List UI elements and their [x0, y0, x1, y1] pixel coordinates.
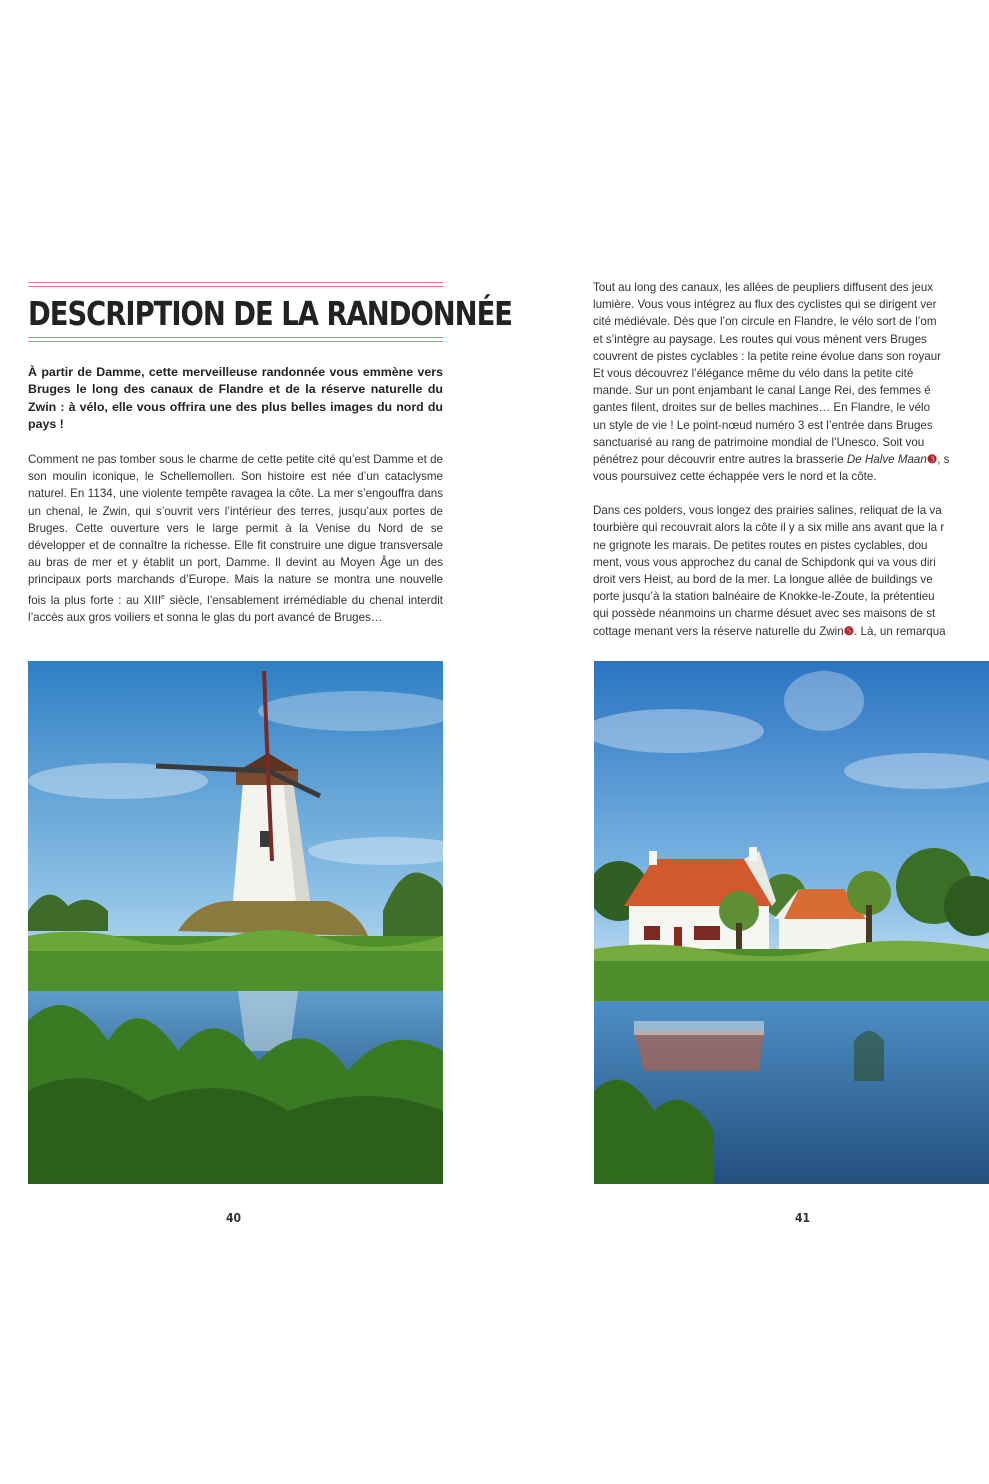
text-fragment: . Là, un remarqua: [854, 624, 946, 638]
body-text-part2: siècle, l’ensablement irrémédiable du chenal interdit l’accès aux gros voiliers et sonna le glas du port avancé de Bruges…: [28, 593, 443, 624]
text-line: qui possède néanmoins un charme désuet avec ses maisons de st: [593, 607, 936, 621]
text-fragment: pénétrez pour découvrir entre autres la brasserie: [593, 452, 847, 466]
text-line: tourbière qui recouvrait alors la côte il y a six mille ans avant que la r: [593, 521, 945, 535]
text-line: mande. Sur un pont enjambant le canal Lange Rei, des femmes é: [593, 384, 931, 398]
right-paragraph-1: [593, 279, 989, 485]
text-line: Et vous découvrez l’élégance même du vélo dans la petite cité: [593, 366, 914, 380]
page-number-left: 40: [226, 1211, 242, 1225]
text-line: vous poursuivez cette échappée vers le nord et la côte.: [593, 470, 877, 484]
text-fragment: cottage menant vers la réserve naturelle du Zwin: [593, 624, 844, 638]
point-number-badge: ❺: [843, 624, 855, 638]
right-text-column: [593, 279, 989, 640]
text-line: porte jusqu’à la station balnéaire de Knokke-le-Zoute, la prétentieu: [593, 590, 935, 604]
text-line: ment, vous vous approchez du canal de Schipdonk qui va vous diri: [593, 555, 936, 569]
lead-paragraph: À partir de Damme, cette merveilleuse randonnée vous emmène vers Bruges le long des canaux de Flandre et de la réserve naturelle du Zwin : à vélo, elle vous offrira une des plus belles images du nord du pays !: [28, 365, 443, 432]
right-paragraph-2: [593, 502, 989, 640]
title-top-rule: [28, 282, 443, 287]
section-title: DESCRIPTION DE LA RANDONNÉE: [28, 294, 513, 333]
brewery-name: De Halve Maan: [846, 452, 927, 466]
body-superscript: e: [161, 593, 165, 601]
text-line: ne grignote les marais. De petites routes en pistes cyclables, dou: [593, 538, 928, 552]
text-line: sanctuarisé au rang de patrimoine mondial de l’Unesco. Soit vou: [593, 435, 925, 449]
point-number-badge: ❸: [926, 452, 938, 466]
windmill-illustration: [28, 661, 443, 1184]
text-line: couvrent de pistes cyclables : la petite reine évolue dans son royaur: [593, 349, 942, 363]
text-line: un style de vie ! Le point-nœud numéro 3 est l’entrée dans Bruges: [593, 418, 933, 432]
text-line: droit vers Heist, au bord de la mer. La longue allée de buildings ve: [593, 573, 933, 586]
text-line: Dans ces polders, vous longez des prairies salines, reliquat de la va: [593, 504, 942, 518]
right-page: [560, 0, 989, 1484]
title-bottom-rule: [28, 337, 443, 342]
text-line: [593, 451, 989, 468]
page-number-right: 41: [795, 1211, 811, 1225]
body-text-part1: Comment ne pas tomber sous le charme de cette petite cité qu’est Damme et de son moulin iconique, le Schellemollen. Son histoire est née d’un cataclysme naturel. En 1134, une violente tempête ravagea la côte. La mer s’engouffra dans un chenal, le Zwin, qui s’ouvrit vers l’intérieur des terres, jusqu’aux portes de Bruges. Cette ouverture vers le large permit à la Venise du Nord de se développer et de connaître la richesse. Elle fit construire une digue transversale au bras de mer et y établit un port, Damme. Il devint au Moyen Âge un des principaux ports marchands d’Europe. Mais la nature se montra une nouvelle fois la plus forte : au XIII: [28, 453, 443, 607]
text-line: lumière. Vous vous intégrez au flux des cyclistes qui se dirigent ver: [593, 298, 937, 312]
text-fragment: , s: [937, 452, 950, 466]
text-line: [593, 623, 989, 640]
text-line: cité médiévale. Dès que l’on circule en Flandre, le vélo sort de l’om: [593, 315, 937, 329]
text-line: gantes filent, droites sur de belles machines… En Flandre, le vélo: [593, 401, 931, 415]
windmill-photo: [28, 661, 443, 1184]
text-line: et s’intègre au paysage. Les routes qui vous mènent vers Bruges: [593, 332, 927, 346]
farmhouse-photo: [594, 661, 989, 1184]
farmhouse-illustration: [594, 661, 989, 1184]
body-paragraph: [28, 451, 443, 626]
text-line: Tout au long des canaux, les allées de peupliers diffusent des jeux: [593, 281, 934, 294]
